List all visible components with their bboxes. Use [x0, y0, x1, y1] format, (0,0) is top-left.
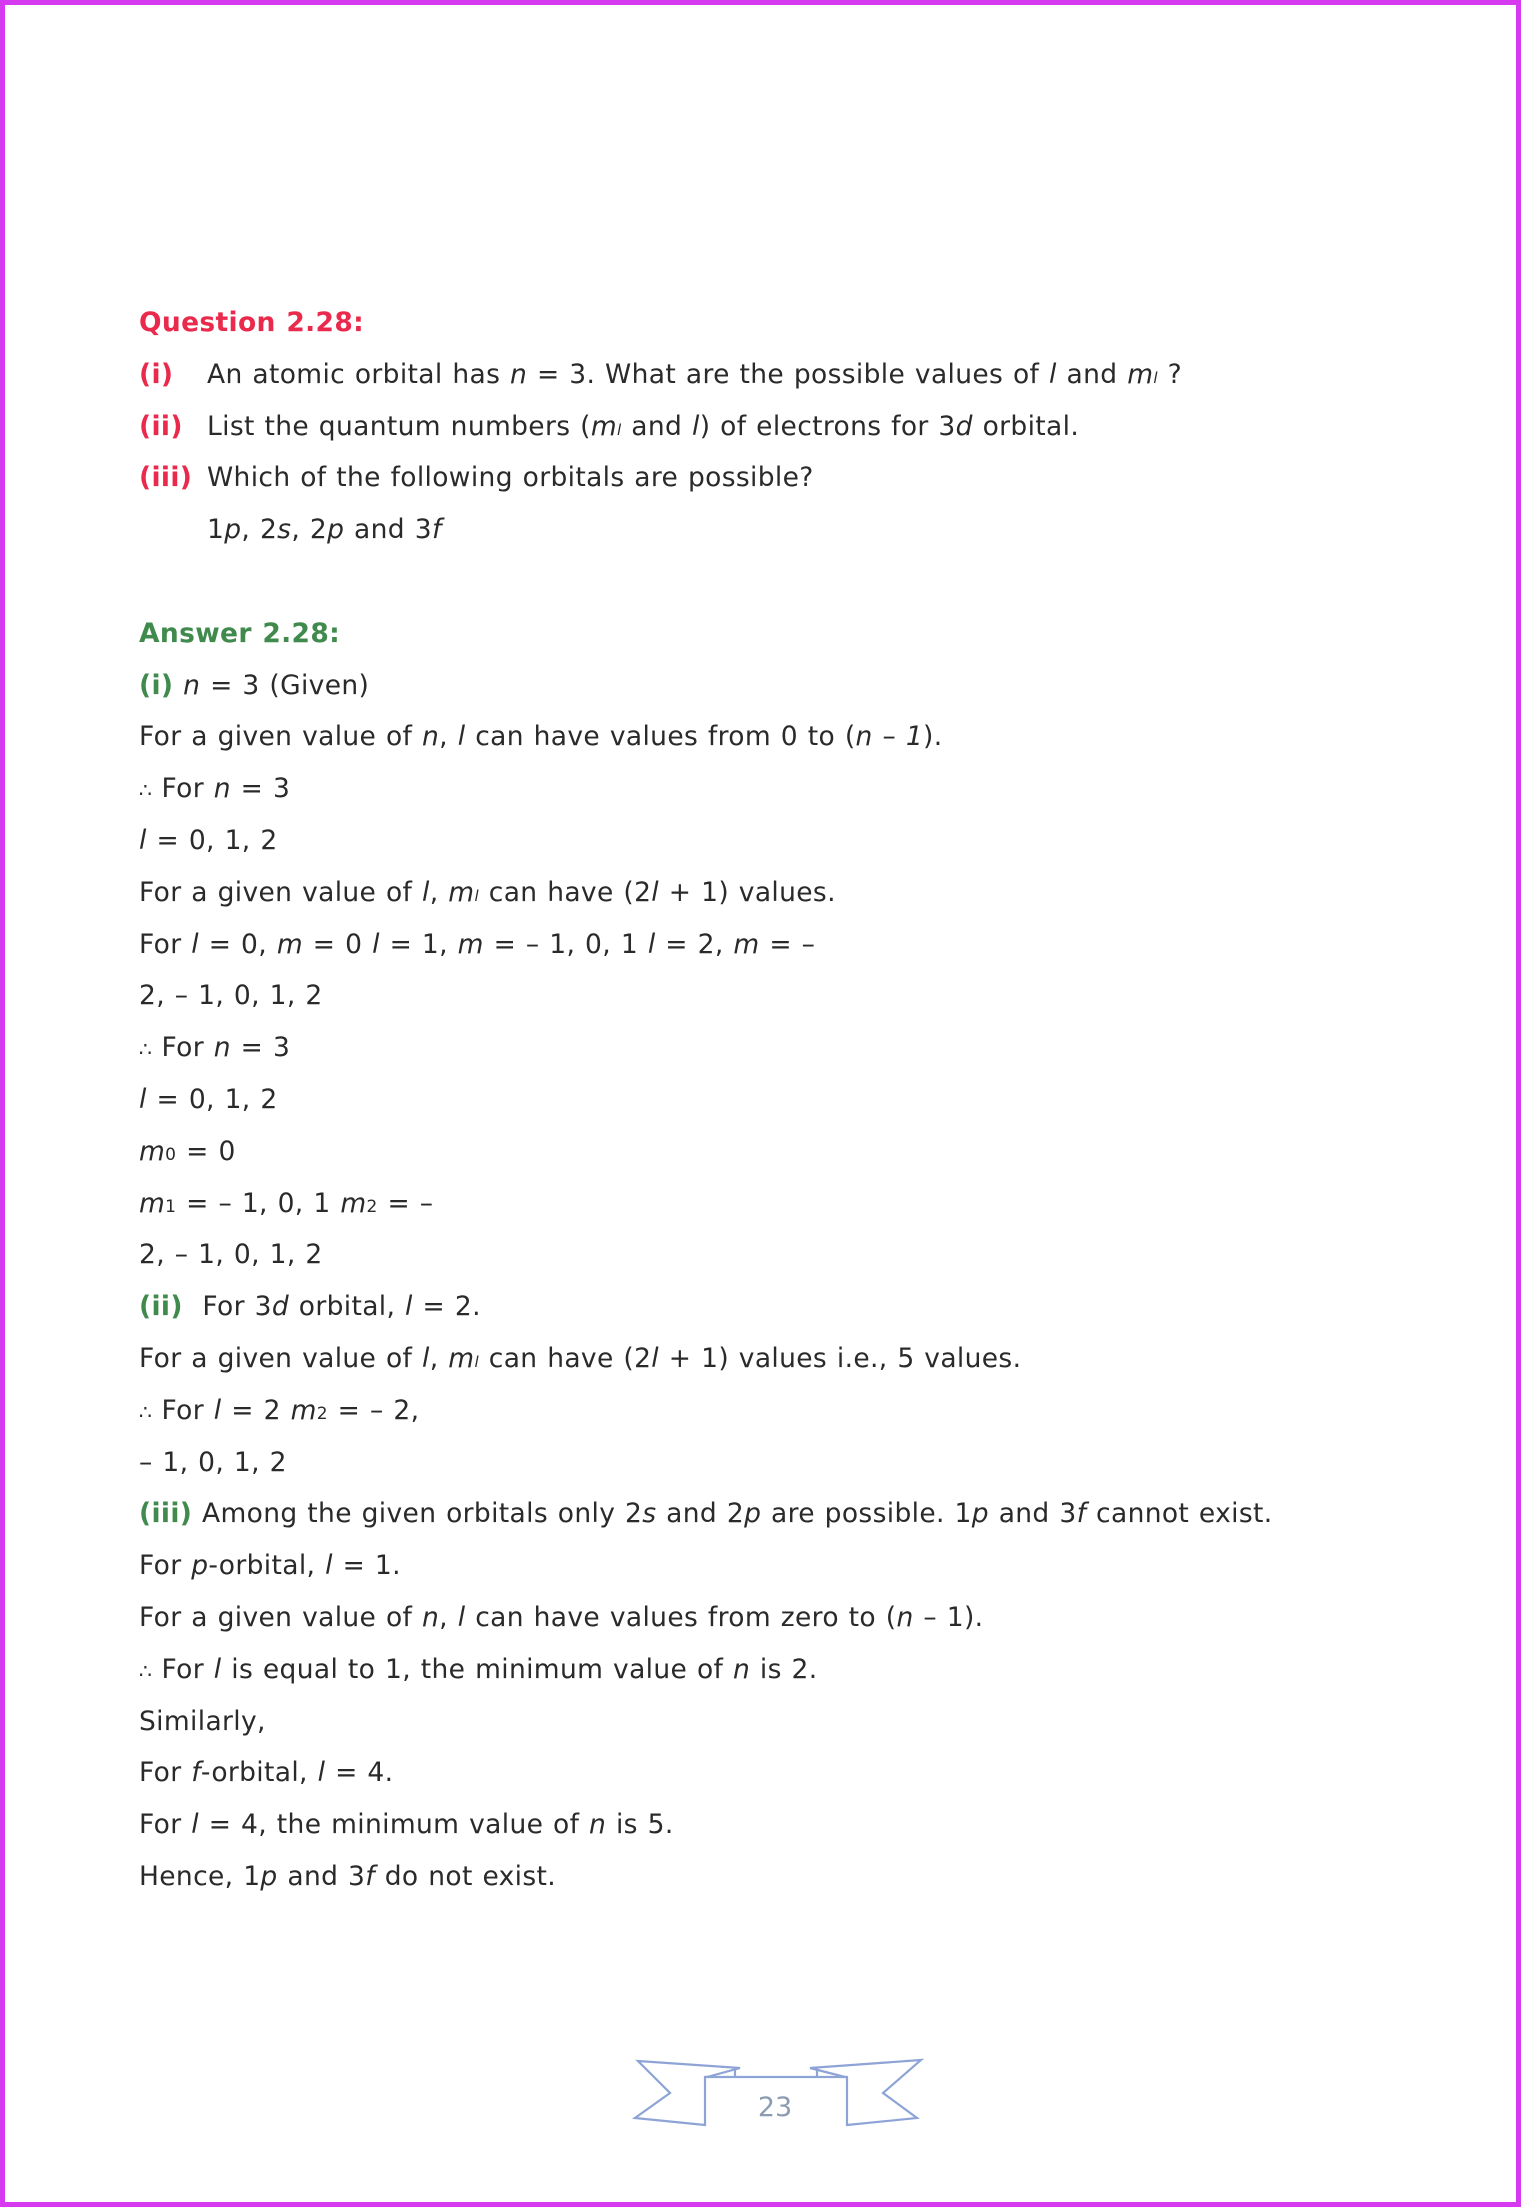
- therefore-symbol: ∴: [139, 778, 152, 803]
- question-part-iii: [139, 452, 1419, 504]
- answer-line: For a given value of l, ml can have (2l + 1) values.: [139, 876, 836, 908]
- answer-line: ∴ For n = 3: [139, 773, 291, 805]
- section-spacer: [139, 556, 1419, 608]
- answer-line: 2, – 1, 0, 1, 2: [139, 980, 323, 1012]
- answer-line: For f-orbital, l = 4.: [139, 1757, 394, 1789]
- answer-line: For l = 0, m = 0 l = 1, m = – 1, 0, 1 l = 2, m = –: [139, 928, 816, 960]
- answer-line: ∴ For n = 3: [139, 1032, 291, 1064]
- answer-line: Similarly,: [139, 1705, 266, 1737]
- answer-line: Hence, 1p and 3f do not exist.: [139, 1860, 557, 1892]
- answer-line: ∴ For l = 2 m2 = – 2,: [139, 1394, 420, 1426]
- answer-line: l = 0, 1, 2: [139, 824, 278, 856]
- question-part-text: Which of the following orbitals are possible?: [207, 462, 814, 494]
- answer-line: – 1, 0, 1, 2: [139, 1446, 287, 1478]
- question-part-i: [139, 349, 1419, 401]
- answer-line: ∴ For l is equal to 1, the minimum value of n is 2.: [139, 1653, 818, 1685]
- question-part-label: (i): [139, 358, 174, 390]
- question-part-ii: [139, 401, 1419, 453]
- question-part-label: (iii): [139, 462, 193, 494]
- answer-line: m0 = 0: [139, 1135, 236, 1167]
- answer-line: (i) n = 3 (Given): [139, 669, 370, 701]
- answer-line: For a given value of l, ml can have (2l + 1) values i.e., 5 values.: [139, 1342, 1022, 1374]
- answer-line: (ii) For 3d orbital, l = 2.: [139, 1291, 481, 1323]
- answer-part-label: (iii): [139, 1498, 193, 1530]
- answer-part-label: (ii): [139, 1291, 183, 1323]
- answer-part-label: (i): [139, 669, 174, 701]
- question-title: Question 2.28:: [139, 307, 365, 338]
- page-number: 23: [757, 2092, 793, 2123]
- therefore-symbol: ∴: [139, 1658, 152, 1683]
- answer-line: m1 = – 1, 0, 1 m2 = –: [139, 1187, 434, 1219]
- question-part-text: An atomic orbital has n = 3. What are the possible values of l and ml ?: [207, 358, 1183, 390]
- page-content: [139, 297, 1419, 1903]
- therefore-symbol: ∴: [139, 1037, 152, 1062]
- answer-title: Answer 2.28:: [139, 617, 341, 649]
- answer-line: For l = 4, the minimum value of n is 5.: [139, 1809, 674, 1841]
- orbitals-list: 1p, 2s, 2p and 3f: [207, 514, 442, 546]
- answer-line: (iii) Among the given orbitals only 2s and 2p are possible. 1p and 3f cannot exist.: [139, 1498, 1273, 1530]
- answer-line: l = 0, 1, 2: [139, 1083, 278, 1115]
- therefore-symbol: ∴: [139, 1399, 152, 1424]
- answer-line: For p-orbital, l = 1.: [139, 1550, 401, 1582]
- answer-line: 2, – 1, 0, 1, 2: [139, 1239, 323, 1271]
- question-part-label: (ii): [139, 410, 183, 442]
- answer-line: For a given value of n, l can have values from zero to (n – 1).: [139, 1601, 984, 1633]
- page-footer: [625, 2050, 935, 2140]
- answer-line: For a given value of n, l can have values from 0 to (n – 1).: [139, 721, 943, 753]
- question-part-text: List the quantum numbers (ml and l) of electrons for 3d orbital.: [207, 410, 1080, 442]
